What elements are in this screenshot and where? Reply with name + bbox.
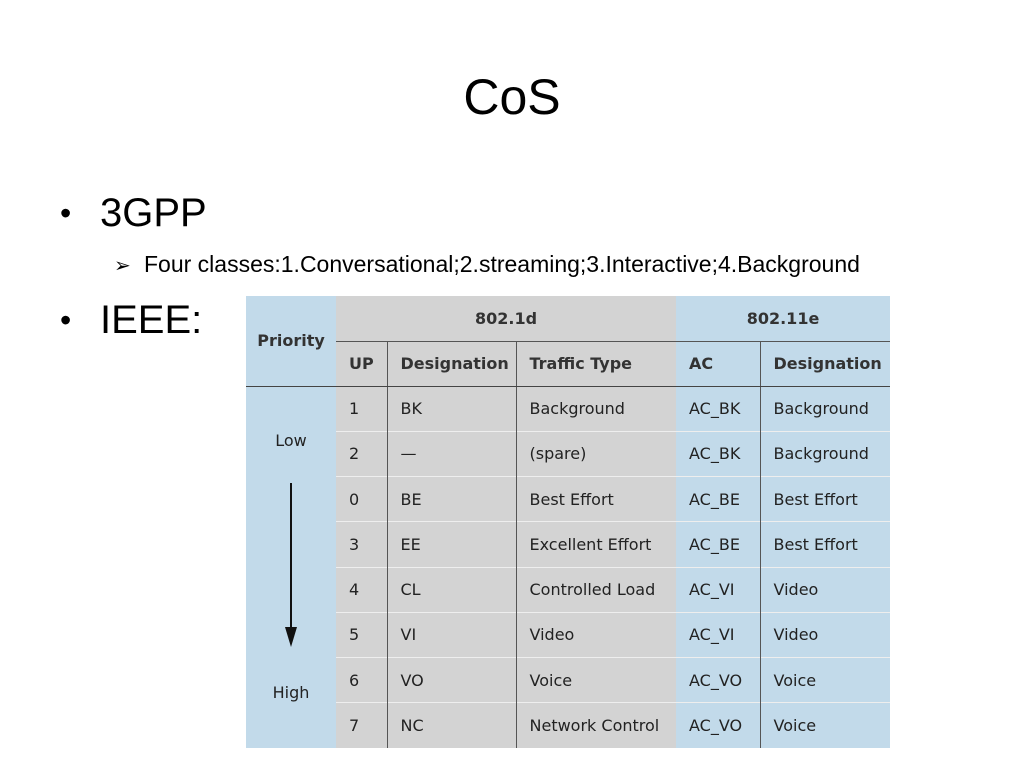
traffic-type-cell: Video (516, 612, 676, 657)
priority-scale (246, 386, 336, 748)
traffic-type-cell: (spare) (516, 431, 676, 476)
up-cell: 4 (336, 567, 387, 612)
arrow-down-icon (282, 483, 300, 649)
column-header-up: UP (336, 341, 387, 386)
designation-11e-cell: Background (760, 386, 890, 431)
ac-cell: AC_BE (676, 477, 760, 522)
group-header-80211e: 802.11e (676, 296, 890, 341)
ac-cell: AC_VI (676, 567, 760, 612)
ac-cell: AC_BK (676, 431, 760, 476)
priority-high-label: High (272, 682, 310, 702)
traffic-type-cell: Excellent Effort (516, 522, 676, 567)
ac-cell: AC_BK (676, 386, 760, 431)
designation-cell: CL (387, 567, 516, 612)
table-row (246, 703, 890, 748)
traffic-type-cell: Background (516, 386, 676, 431)
designation-11e-cell: Video (760, 567, 890, 612)
table-row (246, 567, 890, 612)
designation-cell: EE (387, 522, 516, 567)
designation-cell: VI (387, 612, 516, 657)
bullet-dot-icon: • (60, 195, 72, 231)
designation-11e-cell: Voice (760, 658, 890, 703)
cos-mapping-table (246, 296, 890, 748)
traffic-type-cell: Controlled Load (516, 567, 676, 612)
bullet-text: 3GPP (100, 191, 207, 235)
ac-cell: AC_VI (676, 612, 760, 657)
traffic-type-cell: Voice (516, 658, 676, 703)
designation-11e-cell: Background (760, 431, 890, 476)
up-cell: 0 (336, 477, 387, 522)
designation-11e-cell: Best Effort (760, 522, 890, 567)
column-header-designation: Designation (387, 341, 516, 386)
column-header-designation: Designation (760, 341, 890, 386)
ac-cell: AC_VO (676, 703, 760, 748)
table-row (246, 431, 890, 476)
table-row (246, 612, 890, 657)
table-row (246, 477, 890, 522)
up-cell: 5 (336, 612, 387, 657)
sub-bullet-text: Four classes:1.Conversational;2.streaming;3.Interactive;4.Background (144, 251, 860, 277)
traffic-type-cell: Best Effort (516, 477, 676, 522)
bullet-text: IEEE: (100, 298, 203, 342)
priority-header: Priority (246, 296, 336, 386)
table-row (246, 658, 890, 703)
group-header-8021d: 802.1d (336, 296, 676, 341)
column-header-ac: AC (676, 341, 760, 386)
designation-11e-cell: Best Effort (760, 477, 890, 522)
up-cell: 2 (336, 431, 387, 476)
ac-cell: AC_VO (676, 658, 760, 703)
sub-bullet-four-classes (114, 249, 860, 281)
arrow-right-icon: ➢ (114, 255, 131, 277)
traffic-type-cell: Network Control (516, 703, 676, 748)
designation-11e-cell: Voice (760, 703, 890, 748)
ac-cell: AC_BE (676, 522, 760, 567)
table-row (246, 522, 890, 567)
designation-cell: VO (387, 658, 516, 703)
bullet-dot-icon: • (60, 302, 72, 338)
designation-11e-cell: Video (760, 612, 890, 657)
up-cell: 3 (336, 522, 387, 567)
table-row (246, 386, 890, 431)
up-cell: 1 (336, 386, 387, 431)
designation-cell: — (387, 431, 516, 476)
up-cell: 7 (336, 703, 387, 748)
priority-low-label: Low (275, 430, 307, 450)
designation-cell: BE (387, 477, 516, 522)
slide-title: CoS (463, 69, 561, 125)
designation-cell: BK (387, 386, 516, 431)
designation-cell: NC (387, 703, 516, 748)
up-cell: 6 (336, 658, 387, 703)
column-header-traffic-type: Traffic Type (516, 341, 676, 386)
